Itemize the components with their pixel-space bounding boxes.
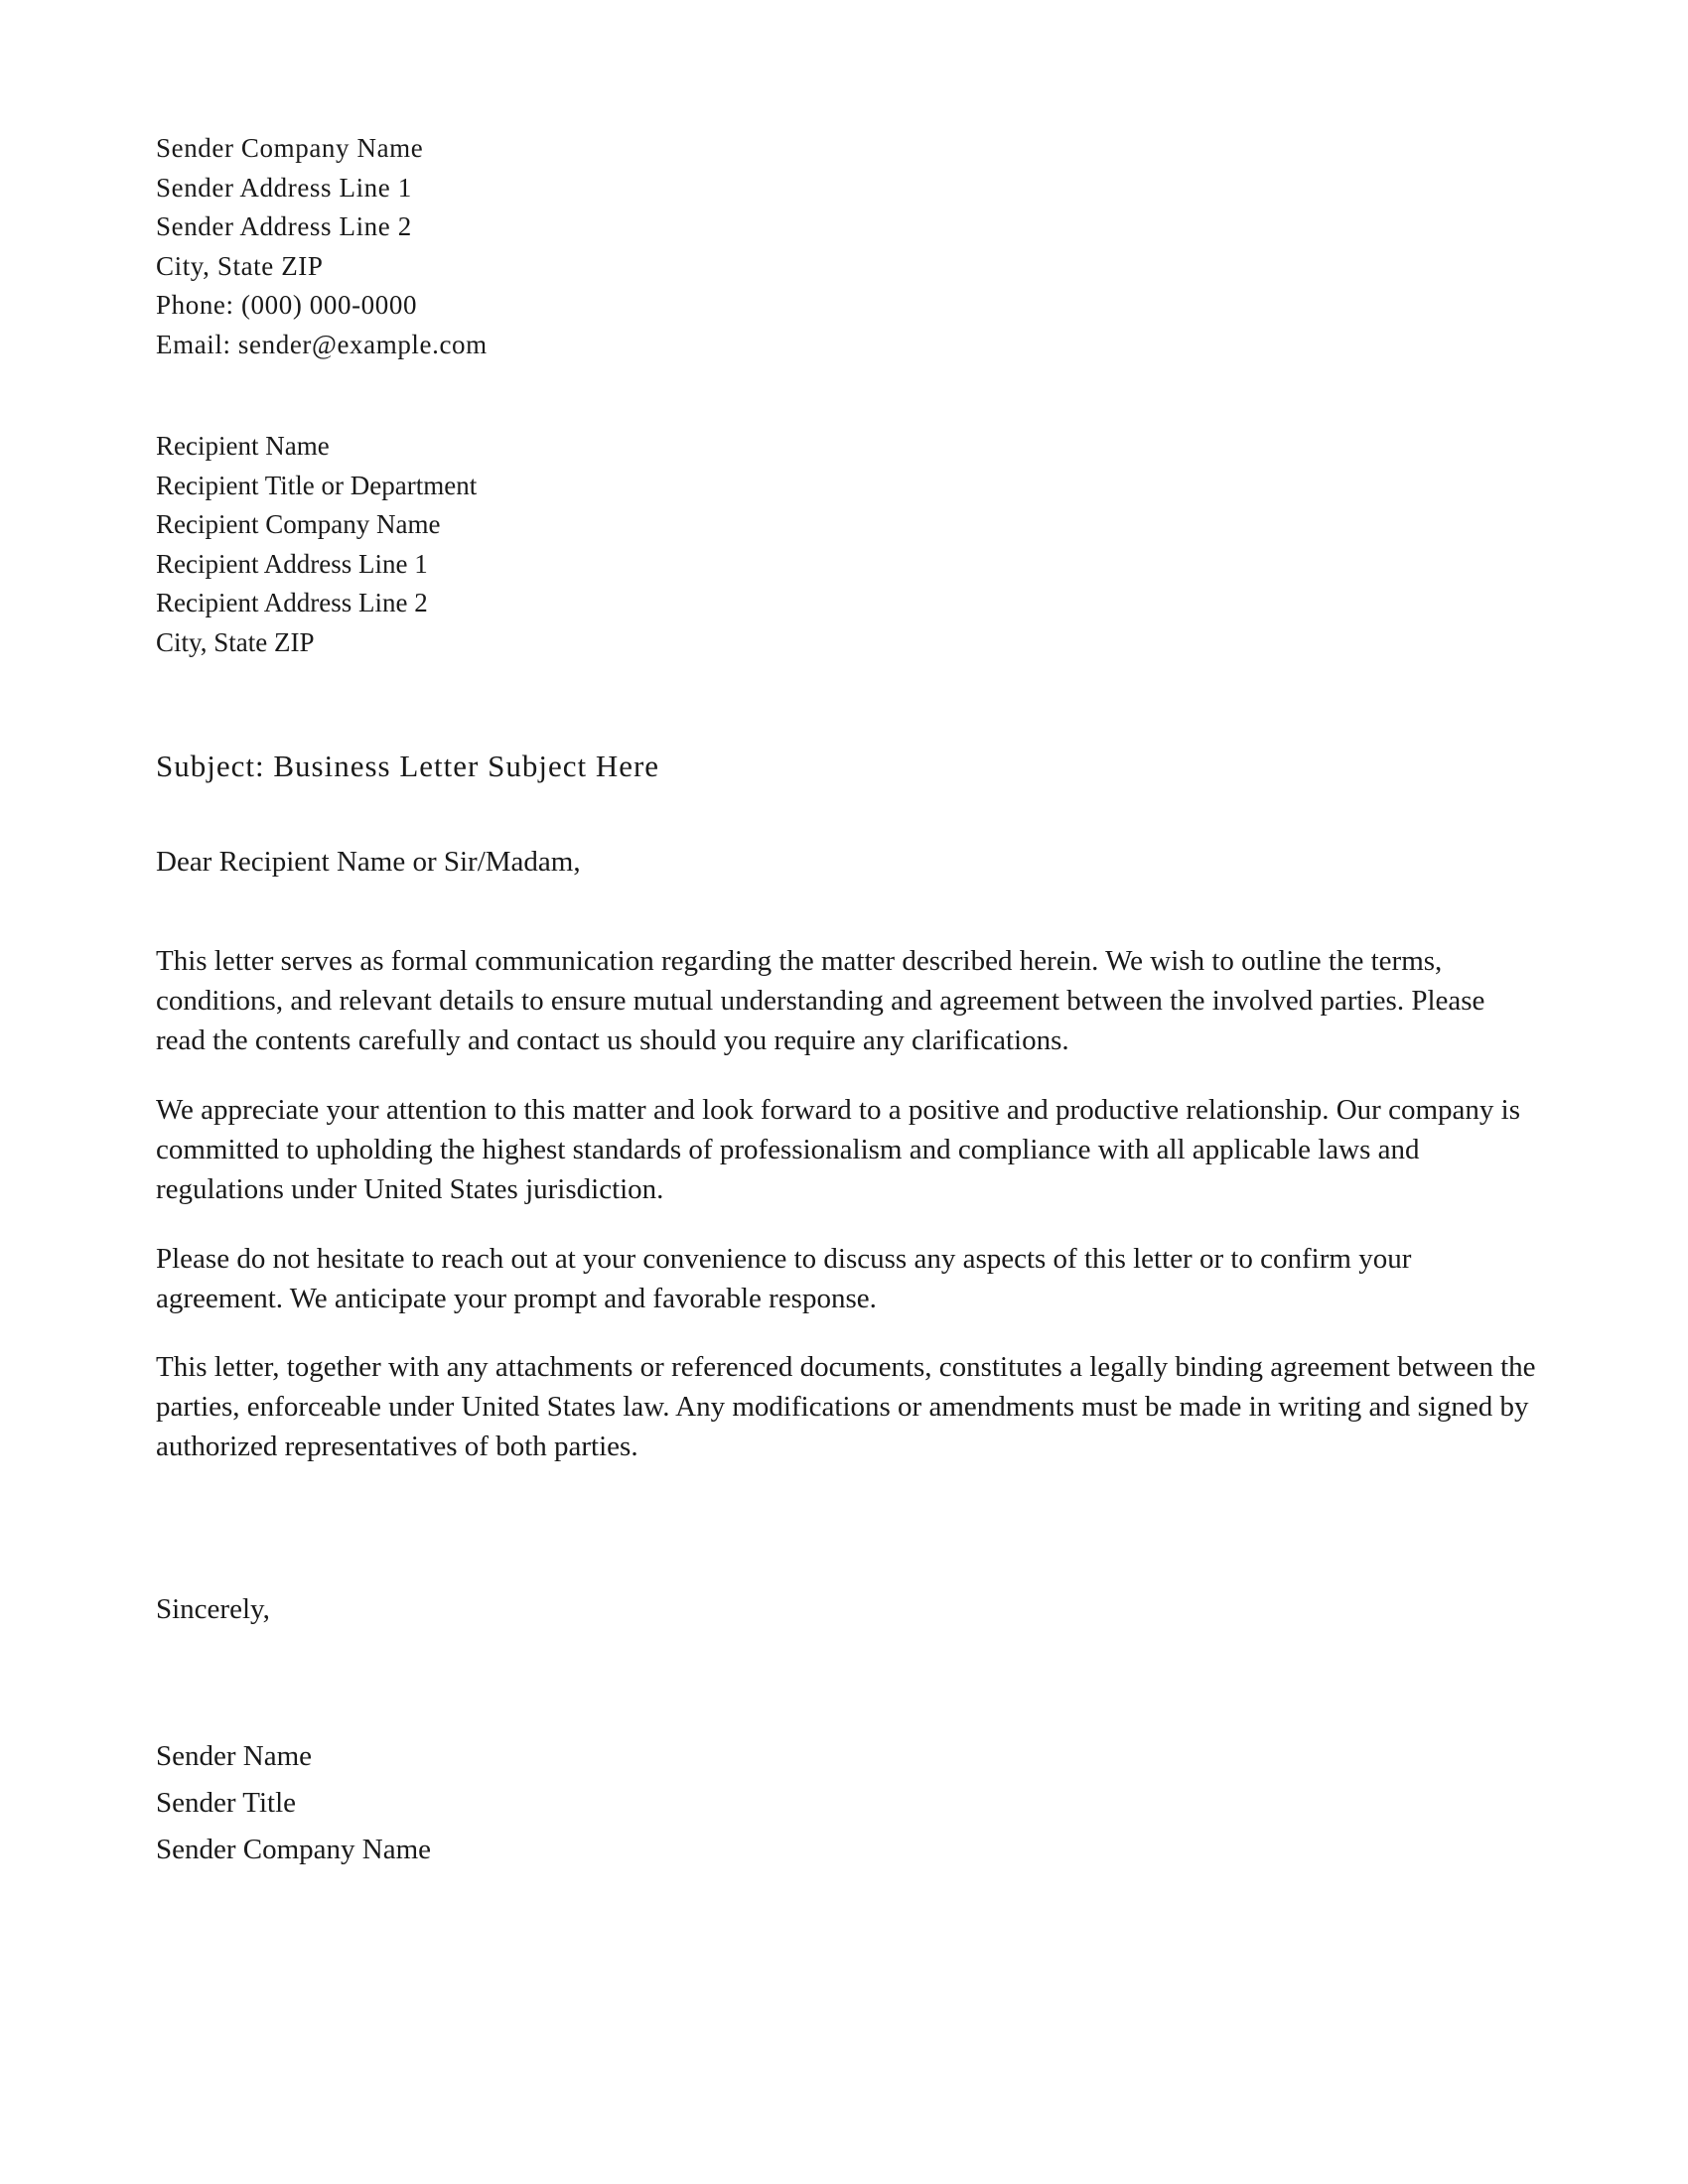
sender-address-block [156,129,488,364]
recipient-address-line-1: Recipient Address Line 1 [156,548,428,579]
subject-line: Subject: Business Letter Subject Here [156,749,660,783]
signature-name: Sender Name [156,1740,313,1772]
recipient-title: Recipient Title or Department [156,470,478,500]
sender-email: Email: sender@example.com [156,329,488,359]
sender-address-line-2: Sender Address Line 2 [156,211,412,241]
recipient-company: Recipient Company Name [156,509,441,539]
recipient-address-block [156,427,477,662]
signature-block [156,1733,431,1873]
recipient-address-line-2: Recipient Address Line 2 [156,588,428,617]
sender-address-line-1: Sender Address Line 1 [156,172,412,203]
salutation: Dear Recipient Name or Sir/Madam, [156,846,581,878]
sender-phone: Phone: (000) 000-0000 [156,290,418,320]
closing: Sincerely, [156,1593,270,1625]
signature-company: Sender Company Name [156,1834,432,1865]
body-paragraph-4: This letter, together with any attachments or referenced documents, constitutes a legally binding agreement between the parties, enforceable under United States law. Any modifications or amendments must be made in writing and signed by authorized representatives of both parties. [156,1351,1536,1462]
sender-company: Sender Company Name [156,133,424,163]
recipient-name: Recipient Name [156,431,330,461]
signature-title: Sender Title [156,1787,296,1819]
sender-city-state-zip: City, State ZIP [156,250,324,281]
body-paragraph-1: This letter serves as formal communication regarding the matter described herein. We wish to outline the terms, conditions, and relevant details to ensure mutual understanding and agreement between the involved parties. Please read the contents carefully and contact us should you require any clarifications. [156,945,1485,1056]
body-paragraph-2: We appreciate your attention to this matter and look forward to a positive and productive relationship. Our company is committed to upholding the highest standards of professionalism and compliance with all applicable laws and regulations under United States jurisdiction. [156,1094,1520,1205]
body-paragraph-3: Please do not hesitate to reach out at your convenience to discuss any aspects of this letter or to confirm your agreement. We anticipate your prompt and favorable response. [156,1243,1412,1314]
recipient-city-state-zip: City, State ZIP [156,626,315,657]
